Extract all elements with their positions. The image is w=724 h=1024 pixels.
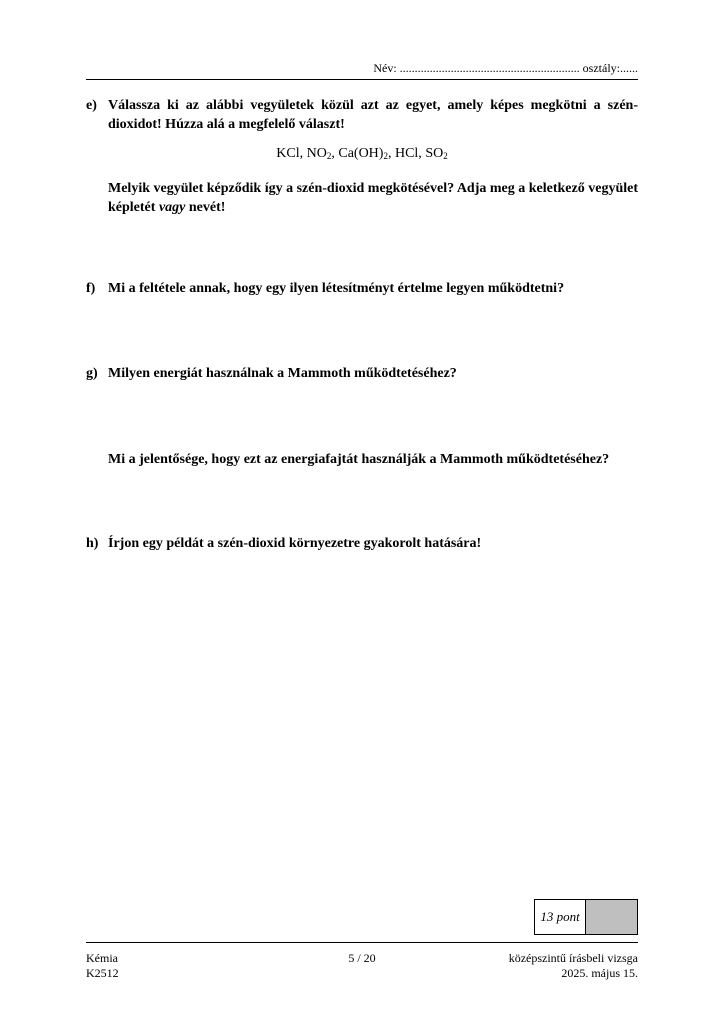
question-g [86,364,638,383]
footer-rule [86,942,638,943]
footer-date: 2025. május 15. [561,966,638,980]
option-kcl: KCl, [276,146,307,161]
question-e-text: Válassza ki az alábbi vegyületek közül azt az egyet, amely képes megkötni a szén-dioxidot! Húzza alá a megfelelő választ! [108,98,638,132]
name-class-field: Név: ............................................................ osztály:...... [373,61,638,75]
header-rule [86,79,638,80]
score-label: 13 pont [535,900,586,934]
question-h-letter: h) [86,536,99,551]
score-box [534,899,638,935]
footer-subject: Kémia [86,951,118,965]
question-g-letter: g) [86,366,98,381]
question-g-followup-text: Mi a jelentősége, hogy ezt az energiafajtát használják a Mammoth működtetéséhez? [108,452,610,467]
question-e [86,96,638,134]
option-no2: $NO_2$ [306,146,332,161]
question-g-text: Milyen energiát használnak a Mammoth működtetéséhez? [108,366,457,381]
option-so2: $SO_2$ [425,146,448,161]
question-h [86,534,638,553]
page-number: 5 / 20 [348,951,376,965]
compound-options: KCl, $NO_2$, $Ca(OH)_2$, HCl, $SO_2$ [276,146,448,161]
option-caoh2: $Ca(OH)_2$ [338,146,388,161]
question-e-followup [86,179,638,217]
question-g-followup [86,450,638,469]
option-hcl: HCl, [394,146,426,161]
question-h-text: Írjon egy példát a szén-dioxid környezetre gyakorolt hatására! [108,536,482,551]
score-entry-cell [586,900,637,934]
question-f-letter: f) [86,281,96,296]
footer-exam: középszintű írásbeli vizsga [508,951,638,965]
footer-right [509,951,638,981]
question-f-text: Mi a feltétele annak, hogy egy ilyen létesítményt értelme legyen működtetni? [108,281,565,296]
question-e-followup-text: Melyik vegyület képződik így a szén-dioxid megkötésével? Adja meg a keletkező vegyület képletét vagy nevét! [108,181,638,215]
footer-code: K2512 [86,966,119,980]
question-f [86,279,638,298]
question-e-letter: e) [86,98,97,113]
